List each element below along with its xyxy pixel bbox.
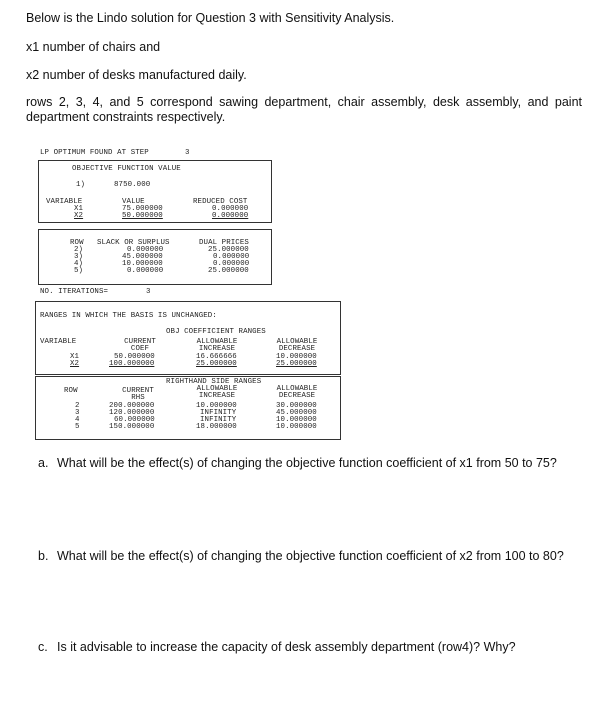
obj-x2-coef: 100.000000 — [109, 360, 155, 368]
rhs-row-5-increase: 18.000000 — [196, 423, 237, 431]
obj-ranges-title: OBJ COEFFICIENT RANGES — [166, 328, 266, 336]
var-x2-name: X2 — [74, 212, 84, 220]
ranges-title: RANGES IN WHICH THE BASIS IS UNCHANGED: — [40, 312, 217, 320]
iterations-label: NO. ITERATIONS= — [40, 288, 109, 296]
var-x1-name: X1 — [74, 205, 84, 213]
objective-row: 1) — [76, 181, 86, 189]
row-5-dual: 25.000000 — [208, 267, 249, 275]
lp-optimum-label: LP OPTIMUM FOUND AT STEP — [40, 149, 149, 157]
header-slack: SLACK OR SURPLUS — [97, 239, 170, 247]
row-2-slack: 0.000000 — [127, 246, 164, 254]
var-x2-value: 50.000000 — [122, 212, 163, 220]
rhs-row-4-decrease: 10.000000 — [276, 416, 317, 424]
rhs-row-2: 2 — [75, 402, 80, 410]
question-c-label: c. — [38, 640, 48, 654]
header-variable: VARIABLE — [46, 198, 83, 206]
rhs-row-4-value: 60.000000 — [114, 416, 155, 424]
obj-x1-increase: 16.666666 — [196, 353, 237, 361]
row-4-dual: 0.000000 — [213, 260, 250, 268]
obj-header-current-2: COEF — [130, 345, 150, 353]
obj-header-current-1: CURRENT — [124, 338, 156, 346]
var-x2-cost: 0.000000 — [212, 212, 249, 220]
intro-line-4: rows 2, 3, 4, and 5 correspond sawing department, chair assembly, desk assembly, and paint department constraints respectively. — [26, 95, 582, 124]
row-5-slack: 0.000000 — [127, 267, 164, 275]
question-b-text: What will be the effect(s) of changing the objective function coefficient of x2 from 100 to 80? — [57, 549, 564, 563]
rhs-ranges-title: RIGHTHAND SIDE RANGES — [166, 378, 262, 386]
obj-x2-name: X2 — [70, 360, 80, 368]
obj-header-decrease-1: ALLOWABLE — [276, 338, 318, 346]
rhs-row-2-value: 200.000000 — [109, 402, 155, 410]
header-value: VALUE — [122, 198, 145, 206]
row-2-dual: 25.000000 — [208, 246, 249, 254]
var-x1-cost: 0.000000 — [212, 205, 249, 213]
rhs-row-3: 3 — [75, 409, 80, 417]
obj-x2-decrease: 25.000000 — [276, 360, 317, 368]
question-a-label: a. — [38, 456, 49, 470]
rhs-row-3-increase: INFINITY — [200, 409, 237, 417]
rhs-row-2-increase: 10.000000 — [196, 402, 237, 410]
rhs-row-5-decrease: 10.000000 — [276, 423, 317, 431]
rhs-header-row: ROW — [64, 387, 78, 395]
rhs-header-decrease-2: DECREASE — [278, 392, 316, 400]
rhs-row-3-decrease: 45.000000 — [276, 409, 317, 417]
lp-optimum-step: 3 — [185, 149, 190, 157]
obj-header-variable: VARIABLE — [40, 338, 77, 346]
header-dual: DUAL PRICES — [199, 239, 249, 247]
question-a-text: What will be the effect(s) of changing the objective function coefficient of x1 from 50 to 75? — [57, 456, 557, 470]
rhs-row-5-value: 150.000000 — [109, 423, 155, 431]
question-c-text: Is it advisable to increase the capacity of desk assembly department (row4)? Why? — [57, 640, 516, 654]
obj-x2-increase: 25.000000 — [196, 360, 237, 368]
row-4-slack: 10.000000 — [122, 260, 163, 268]
row-3-label: 3) — [74, 253, 84, 261]
obj-header-increase-1: ALLOWABLE — [196, 338, 238, 346]
row-4-label: 4) — [74, 260, 84, 268]
question-b — [38, 549, 570, 581]
question-a — [38, 456, 570, 488]
question-b-label: b. — [38, 549, 49, 563]
row-3-dual: 0.000000 — [213, 253, 250, 261]
intro-line-1: Below is the Lindo solution for Question 3 with Sensitivity Analysis. — [26, 11, 395, 25]
header-row: ROW — [70, 239, 84, 247]
header-reduced-cost: REDUCED COST — [193, 198, 248, 206]
var-x1-value: 75.000000 — [122, 205, 163, 213]
rhs-row-4: 4 — [75, 416, 80, 424]
row-3-slack: 45.000000 — [122, 253, 163, 261]
rhs-row-5: 5 — [75, 423, 80, 431]
row-2-label: 2) — [74, 246, 84, 254]
obj-x1-coef: 50.000000 — [114, 353, 155, 361]
rhs-header-decrease-1: ALLOWABLE — [276, 385, 318, 393]
intro-line-2: x1 number of chairs and — [26, 40, 161, 54]
obj-x1-decrease: 10.000000 — [276, 353, 317, 361]
rhs-row-3-value: 120.000000 — [109, 409, 155, 417]
rhs-header-increase-1: ALLOWABLE — [196, 385, 238, 393]
intro-line-3: x2 number of desks manufactured daily. — [26, 68, 247, 82]
row-5-label: 5) — [74, 267, 84, 275]
rhs-row-2-decrease: 30.000000 — [276, 402, 317, 410]
rhs-header-increase-2: INCREASE — [198, 392, 236, 400]
question-c — [38, 640, 570, 656]
obj-header-decrease-2: DECREASE — [278, 345, 316, 353]
objective-label: OBJECTIVE FUNCTION VALUE — [72, 165, 181, 173]
rhs-header-current-1: CURRENT — [122, 387, 154, 395]
rhs-row-4-increase: INFINITY — [200, 416, 237, 424]
rhs-header-current-2: RHS — [131, 394, 145, 402]
iterations-value: 3 — [146, 288, 151, 296]
objective-value: 8750.000 — [114, 181, 151, 189]
obj-header-increase-2: INCREASE — [198, 345, 236, 353]
obj-x1-name: X1 — [70, 353, 80, 361]
